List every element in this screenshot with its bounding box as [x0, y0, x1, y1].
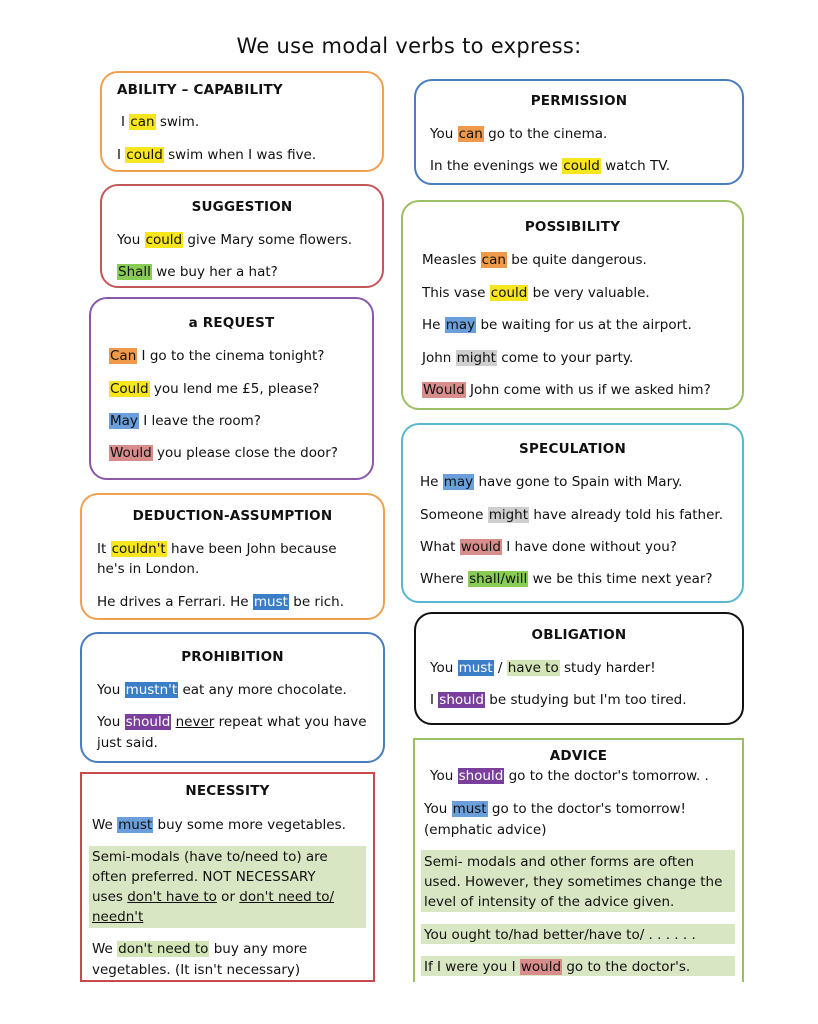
modal-highlight: should: [458, 768, 504, 784]
modal-highlight: Would: [110, 445, 152, 461]
possibility-example-4: John might come to your party.: [422, 350, 634, 366]
speculation-example-2: Someone might have already told his father.: [420, 507, 724, 523]
modal-highlight: might: [456, 350, 496, 366]
obligation-heading: OBLIGATION: [531, 627, 627, 643]
advice-heading: ADVICE: [549, 748, 608, 764]
necessity-heading: NECESSITY: [185, 783, 270, 799]
modal-highlight: Would: [423, 382, 465, 398]
suggestion-example-2: Shall we buy her a hat?: [118, 264, 278, 280]
ability-example-2: I could swim when I was five.: [117, 147, 317, 163]
advice-example-3: If I were you I would go to the doctor's.: [424, 959, 691, 975]
advice-note-line-3: level of intensity of the advice given.: [424, 894, 675, 910]
modal-highlight: have to: [507, 660, 559, 676]
prohibition-example-2: You should never repeat what you have: [97, 714, 367, 730]
modal-highlight: might: [488, 507, 529, 523]
modal-highlight: should: [439, 692, 485, 708]
modal-highlight: don't need to: [118, 941, 209, 957]
necessity-note-line-4: needn't: [92, 909, 144, 925]
possibility-example-1: Measles can be quite dangerous.: [422, 252, 647, 268]
deduction-example-1-cont: he's in London.: [97, 561, 200, 577]
obligation-example-2: I should be studying but I'm too tired.: [430, 692, 687, 708]
modal-highlight: Could: [110, 381, 149, 397]
request-example-2: Could you lend me £5, please?: [110, 381, 320, 397]
ability-box: [100, 71, 384, 172]
permission-example-2: In the evenings we could watch TV.: [430, 158, 671, 174]
speculation-example-3: What would I have done without you?: [420, 539, 677, 555]
modal-highlight: must: [458, 660, 493, 676]
deduction-example-1: It couldn't have been John because: [97, 541, 337, 557]
modal-highlight: May: [110, 413, 138, 429]
deduction-heading: DEDUCTION-ASSUMPTION: [132, 508, 333, 524]
deduction-box: [80, 493, 385, 620]
advice-example-2-note: (emphatic advice): [424, 822, 547, 838]
ability-example-1: I can swim.: [121, 114, 200, 130]
modal-highlight: can: [130, 114, 155, 130]
necessity-box: [80, 772, 375, 982]
request-example-4: Would you please close the door?: [110, 445, 338, 461]
permission-heading: PERMISSION: [530, 93, 628, 109]
prohibition-heading: PROHIBITION: [181, 649, 284, 665]
necessity-note-line-2: often preferred. NOT NECESSARY: [92, 869, 316, 885]
modal-highlight: would: [460, 539, 501, 555]
necessity-example-2-cont: vegetables. (It isn't necessary): [92, 962, 301, 978]
request-example-3: May I leave the room?: [110, 413, 261, 429]
possibility-box: [401, 200, 744, 410]
speculation-heading: SPECULATION: [519, 441, 626, 457]
advice-example-2: You must go to the doctor's tomorrow!: [424, 801, 686, 817]
advice-box: [413, 738, 744, 982]
necessity-note-line-3: uses don't have to or don't need to/: [92, 889, 335, 905]
prohibition-box: [80, 632, 385, 763]
possibility-example-5: Would John come with us if we asked him?: [423, 382, 711, 398]
speculation-example-1: He may have gone to Spain with Mary.: [420, 474, 683, 490]
modal-highlight: Shall: [118, 264, 151, 280]
suggestion-example-1: You could give Mary some flowers.: [117, 232, 353, 248]
modal-highlight: should: [125, 714, 171, 730]
modal-highlight: could: [145, 232, 183, 248]
prohibition-example-2-cont: just said.: [97, 735, 158, 751]
speculation-box: [401, 423, 744, 603]
advice-note-line-2: used. However, they sometimes change the: [424, 874, 723, 890]
modal-highlight: would: [520, 959, 562, 975]
request-box: [89, 297, 374, 480]
deduction-example-2: He drives a Ferrari. He must be rich.: [97, 594, 344, 610]
advice-semimodal-line: You ought to/had better/have to/ . . . . . .: [424, 927, 696, 943]
suggestion-box: [100, 184, 384, 288]
permission-box: [414, 79, 744, 185]
speculation-example-4: Where shall/will we be this time next year?: [420, 571, 713, 587]
necessity-note-line-1: Semi-modals (have to/need to) are: [92, 849, 328, 865]
suggestion-heading: SUGGESTION: [191, 199, 293, 215]
modal-highlight: could: [490, 285, 528, 301]
page-title: We use modal verbs to express:: [236, 34, 582, 58]
modal-highlight: must: [452, 801, 487, 817]
prohibition-example-1: You mustn't eat any more chocolate.: [97, 682, 347, 698]
modal-highlight: must: [118, 817, 153, 833]
modal-highlight: may: [445, 317, 476, 333]
request-example-1: Can I go to the cinema tonight?: [110, 348, 325, 364]
modal-highlight: must: [253, 594, 288, 610]
modal-highlight: can: [458, 126, 483, 142]
modal-highlight: mustn't: [125, 682, 178, 698]
advice-note-line-1: Semi- modals and other forms are often: [424, 854, 695, 870]
permission-example-1: You can go to the cinema.: [430, 126, 608, 142]
modal-highlight: can: [481, 252, 506, 268]
possibility-example-3: He may be waiting for us at the airport.: [422, 317, 692, 333]
modal-highlight: shall/will: [469, 571, 528, 587]
obligation-box: [414, 612, 744, 725]
advice-example-1: You should go to the doctor's tomorrow. .: [430, 768, 709, 784]
modal-highlight: Can: [110, 348, 137, 364]
possibility-heading: POSSIBILITY: [524, 219, 621, 235]
modal-highlight: couldn't: [111, 541, 166, 557]
modal-highlight: may: [443, 474, 474, 490]
modal-highlight: could: [563, 158, 600, 174]
ability-heading: ABILITY – CAPABILITY: [117, 82, 283, 98]
possibility-example-2: This vase could be very valuable.: [422, 285, 650, 301]
modal-highlight: could: [126, 147, 163, 163]
necessity-example-1: We must buy some more vegetables.: [92, 817, 346, 833]
necessity-example-2: We don't need to buy any more: [92, 941, 308, 957]
obligation-example-1: You must / have to study harder!: [430, 660, 656, 676]
request-heading: a REQUEST: [188, 315, 275, 331]
